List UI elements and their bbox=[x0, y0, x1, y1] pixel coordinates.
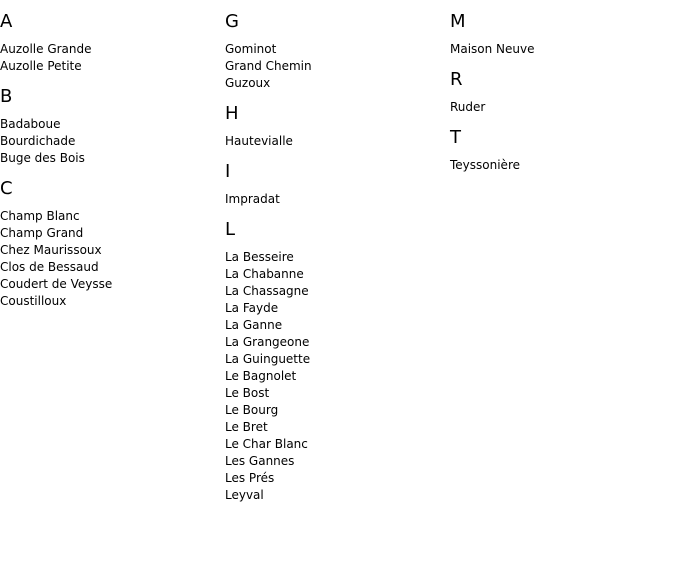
list-item bbox=[225, 317, 445, 334]
place-list bbox=[450, 41, 670, 58]
place-list bbox=[0, 208, 220, 310]
place-link[interactable]: La Chassagne bbox=[225, 284, 309, 298]
letter-group bbox=[450, 70, 670, 116]
letter-group bbox=[450, 12, 670, 58]
letter-heading: C bbox=[0, 178, 13, 199]
list-item bbox=[225, 41, 445, 58]
place-link[interactable]: Le Bourg bbox=[225, 403, 279, 417]
list-item bbox=[225, 266, 445, 283]
place-list bbox=[450, 99, 670, 116]
index-column-1 bbox=[0, 0, 220, 317]
place-link[interactable]: Le Bost bbox=[225, 386, 270, 400]
place-link[interactable]: La Besseire bbox=[225, 250, 294, 264]
place-link[interactable]: Leyval bbox=[225, 488, 264, 502]
list-item bbox=[0, 58, 220, 75]
place-list bbox=[450, 157, 670, 174]
list-item bbox=[450, 157, 670, 174]
list-item bbox=[225, 249, 445, 266]
list-item bbox=[0, 116, 220, 133]
place-link[interactable]: Les Gannes bbox=[225, 454, 295, 468]
place-link[interactable]: La Guinguette bbox=[225, 352, 311, 366]
list-item bbox=[225, 470, 445, 487]
list-item bbox=[450, 99, 670, 116]
letter-group bbox=[225, 220, 445, 504]
list-item bbox=[225, 487, 445, 504]
letter-group bbox=[450, 128, 670, 174]
list-item bbox=[225, 436, 445, 453]
list-item bbox=[0, 150, 220, 167]
place-link[interactable]: La Grangeone bbox=[225, 335, 310, 349]
list-item bbox=[0, 276, 220, 293]
place-list bbox=[225, 191, 445, 208]
place-link[interactable]: Badaboue bbox=[0, 117, 61, 131]
list-item bbox=[0, 41, 220, 58]
letter-group bbox=[225, 162, 445, 208]
place-link[interactable]: Buge des Bois bbox=[0, 151, 85, 165]
place-list bbox=[225, 133, 445, 150]
place-link[interactable]: Teyssonière bbox=[450, 158, 520, 172]
list-item bbox=[225, 191, 445, 208]
place-link[interactable]: Ruder bbox=[450, 100, 486, 114]
list-item bbox=[0, 293, 220, 310]
letter-group bbox=[0, 87, 220, 167]
place-link[interactable]: Hautevialle bbox=[225, 134, 293, 148]
place-link[interactable]: Auzolle Grande bbox=[0, 42, 92, 56]
list-item bbox=[225, 283, 445, 300]
place-list bbox=[0, 116, 220, 167]
list-item bbox=[225, 385, 445, 402]
place-link[interactable]: Le Char Blanc bbox=[225, 437, 308, 451]
list-item bbox=[0, 208, 220, 225]
letter-heading: G bbox=[225, 11, 239, 32]
list-item bbox=[0, 242, 220, 259]
list-item bbox=[0, 225, 220, 242]
place-link[interactable]: La Ganne bbox=[225, 318, 283, 332]
letter-group bbox=[225, 12, 445, 92]
place-link[interactable]: Gominot bbox=[225, 42, 277, 56]
place-link[interactable]: La Chabanne bbox=[225, 267, 304, 281]
place-link[interactable]: Guzoux bbox=[225, 76, 271, 90]
letter-heading: B bbox=[0, 86, 13, 107]
letter-heading: I bbox=[225, 161, 231, 182]
place-link[interactable]: Auzolle Petite bbox=[0, 59, 82, 73]
place-list bbox=[225, 41, 445, 92]
list-item bbox=[450, 41, 670, 58]
letter-heading: A bbox=[0, 11, 13, 32]
list-item bbox=[225, 133, 445, 150]
list-item bbox=[0, 133, 220, 150]
letter-heading: T bbox=[450, 127, 461, 148]
place-list bbox=[0, 41, 220, 75]
place-link[interactable]: Bourdichade bbox=[0, 134, 76, 148]
list-item bbox=[225, 419, 445, 436]
place-link[interactable]: Le Bret bbox=[225, 420, 268, 434]
list-item bbox=[225, 58, 445, 75]
letter-group bbox=[0, 12, 220, 75]
place-link[interactable]: Impradat bbox=[225, 192, 280, 206]
letter-heading: M bbox=[450, 11, 466, 32]
list-item bbox=[225, 368, 445, 385]
list-item bbox=[225, 351, 445, 368]
place-link[interactable]: Grand Chemin bbox=[225, 59, 312, 73]
place-link[interactable]: Maison Neuve bbox=[450, 42, 535, 56]
letter-heading: L bbox=[225, 219, 236, 240]
place-link[interactable]: Coudert de Veysse bbox=[0, 277, 113, 291]
list-item bbox=[225, 75, 445, 92]
place-link[interactable]: La Fayde bbox=[225, 301, 279, 315]
letter-group bbox=[0, 179, 220, 310]
list-item bbox=[225, 300, 445, 317]
place-link[interactable]: Les Prés bbox=[225, 471, 275, 485]
place-link[interactable]: Coustilloux bbox=[0, 294, 67, 308]
list-item bbox=[225, 402, 445, 419]
place-list bbox=[225, 249, 445, 504]
letter-heading: R bbox=[450, 69, 463, 90]
place-link[interactable]: Champ Grand bbox=[0, 226, 84, 240]
letter-group bbox=[225, 104, 445, 150]
list-item bbox=[0, 259, 220, 276]
place-link[interactable]: Champ Blanc bbox=[0, 209, 80, 223]
place-link[interactable]: Clos de Bessaud bbox=[0, 260, 99, 274]
place-link[interactable]: Chez Maurissoux bbox=[0, 243, 102, 257]
place-link[interactable]: Le Bagnolet bbox=[225, 369, 297, 383]
index-column-2 bbox=[225, 0, 445, 511]
list-item bbox=[225, 453, 445, 470]
index-column-3 bbox=[450, 0, 670, 181]
letter-heading: H bbox=[225, 103, 239, 124]
list-item bbox=[225, 334, 445, 351]
